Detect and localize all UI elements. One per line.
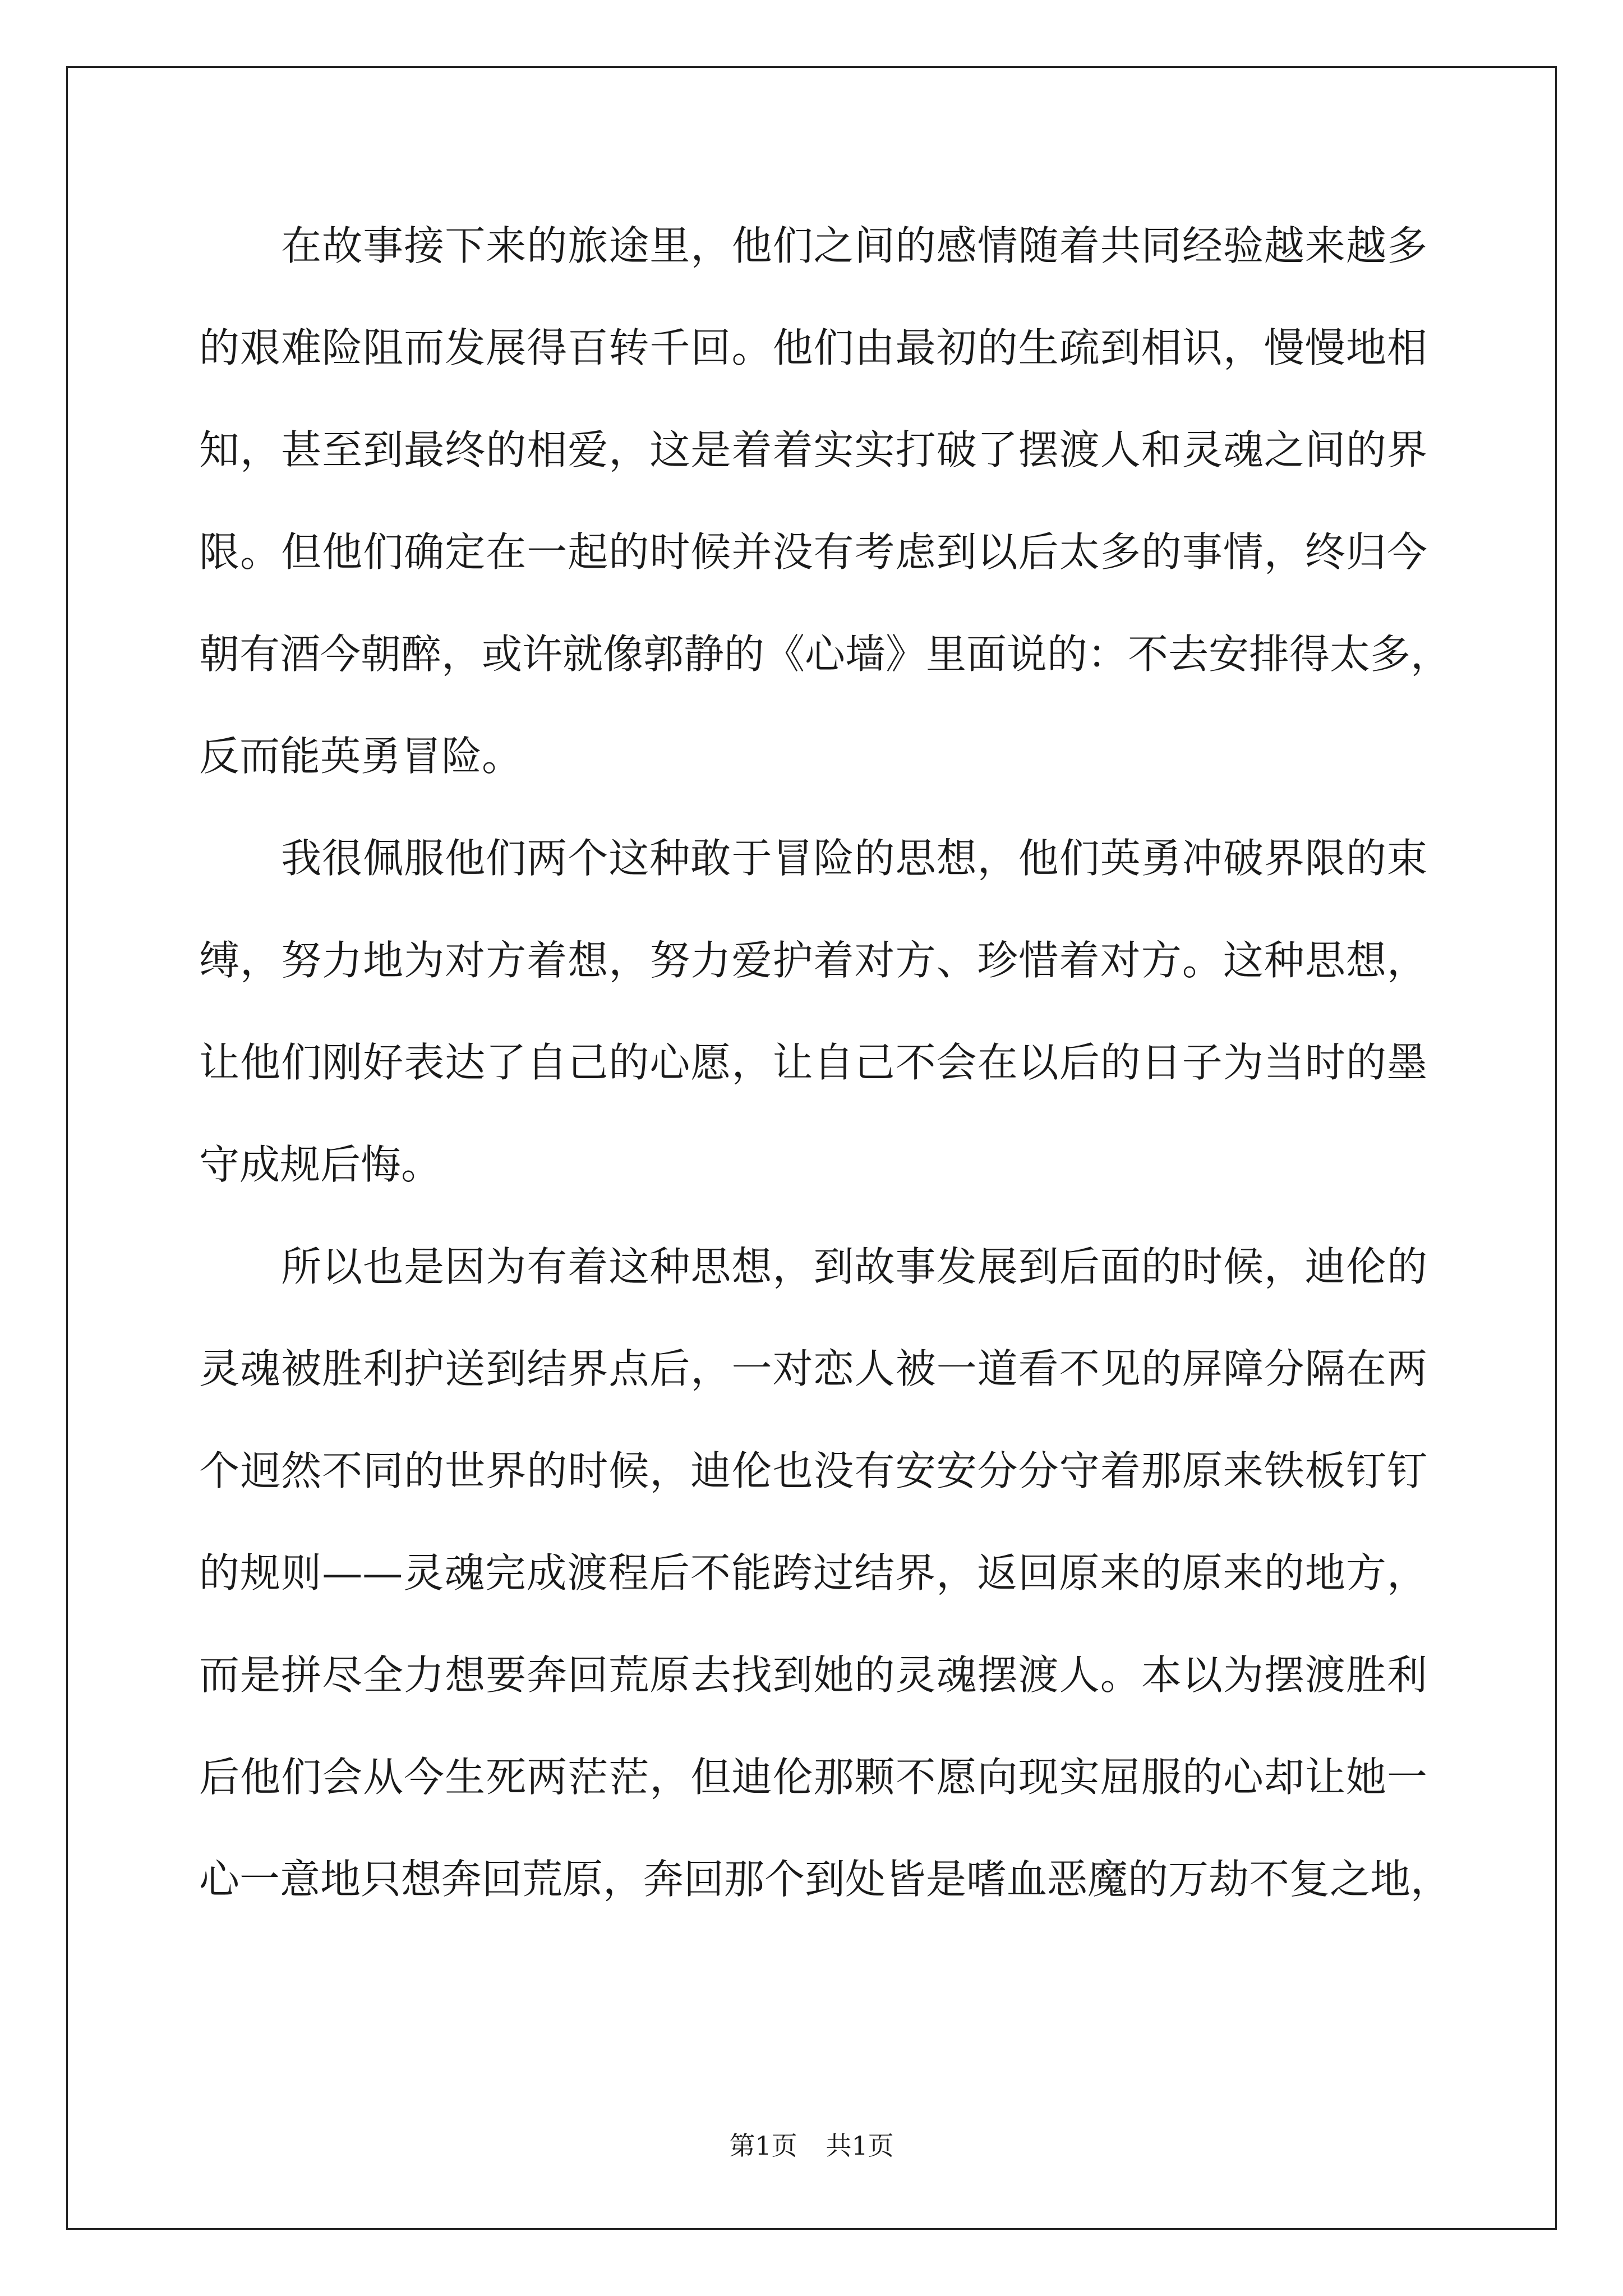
text-line: 守成规后悔。 xyxy=(199,1141,442,1188)
text-line: 后他们会从今生死两茫茫，但迪伦那颗不愿向现实屈服的心却让她一 xyxy=(199,1754,1427,1801)
text-line: 个迥然不同的世界的时候，迪伦也没有安安分分守着那原来铁板钉钉 xyxy=(199,1447,1427,1494)
text-line: 的规则——灵魂完成渡程后不能跨过结界，返回原来的原来的地方， xyxy=(199,1549,1427,1596)
text-line: 我很佩服他们两个这种敢于冒险的思想，他们英勇冲破界限的束 xyxy=(199,835,1427,882)
text-line: 缚，努力地为对方着想，努力爱护着对方、珍惜着对方。这种思想， xyxy=(199,937,1427,984)
text-line: 限。但他们确定在一起的时候并没有考虑到以后太多的事情，终归今 xyxy=(199,528,1427,576)
text-line: 的艰难险阻而发展得百转千回。他们由最初的生疏到相识，慢慢地相 xyxy=(199,324,1427,371)
text-line: 灵魂被胜利护送到结界点后，一对恋人被一道看不见的屏障分隔在两 xyxy=(199,1345,1427,1392)
text-line: 而是拼尽全力想要奔回荒原去找到她的灵魂摆渡人。本以为摆渡胜利 xyxy=(199,1651,1427,1699)
text-line: 朝有酒今朝醉，或许就像郭静的《心墙》里面说的：不去安排得太多， xyxy=(199,631,1451,678)
text-line: 知，甚至到最终的相爱，这是着着实实打破了摆渡人和灵魂之间的界 xyxy=(199,426,1427,473)
text-line: 心一意地只想奔回荒原，奔回那个到处皆是嗜血恶魔的万劫不复之地， xyxy=(199,1856,1451,1903)
text-line: 反而能英勇冒险。 xyxy=(199,733,523,780)
text-line: 在故事接下来的旅途里，他们之间的感情随着共同经验越来越多 xyxy=(199,222,1427,269)
text-line: 让他们刚好表达了自己的心愿，让自己不会在以后的日子为当时的墨 xyxy=(199,1039,1427,1086)
page-footer xyxy=(0,2129,1623,2162)
page-number: 第1页 xyxy=(729,2131,797,2161)
text-line: 所以也是因为有着这种思想，到故事发展到后面的时候，迪伦的 xyxy=(199,1243,1427,1290)
page-total: 共1页 xyxy=(826,2131,894,2161)
